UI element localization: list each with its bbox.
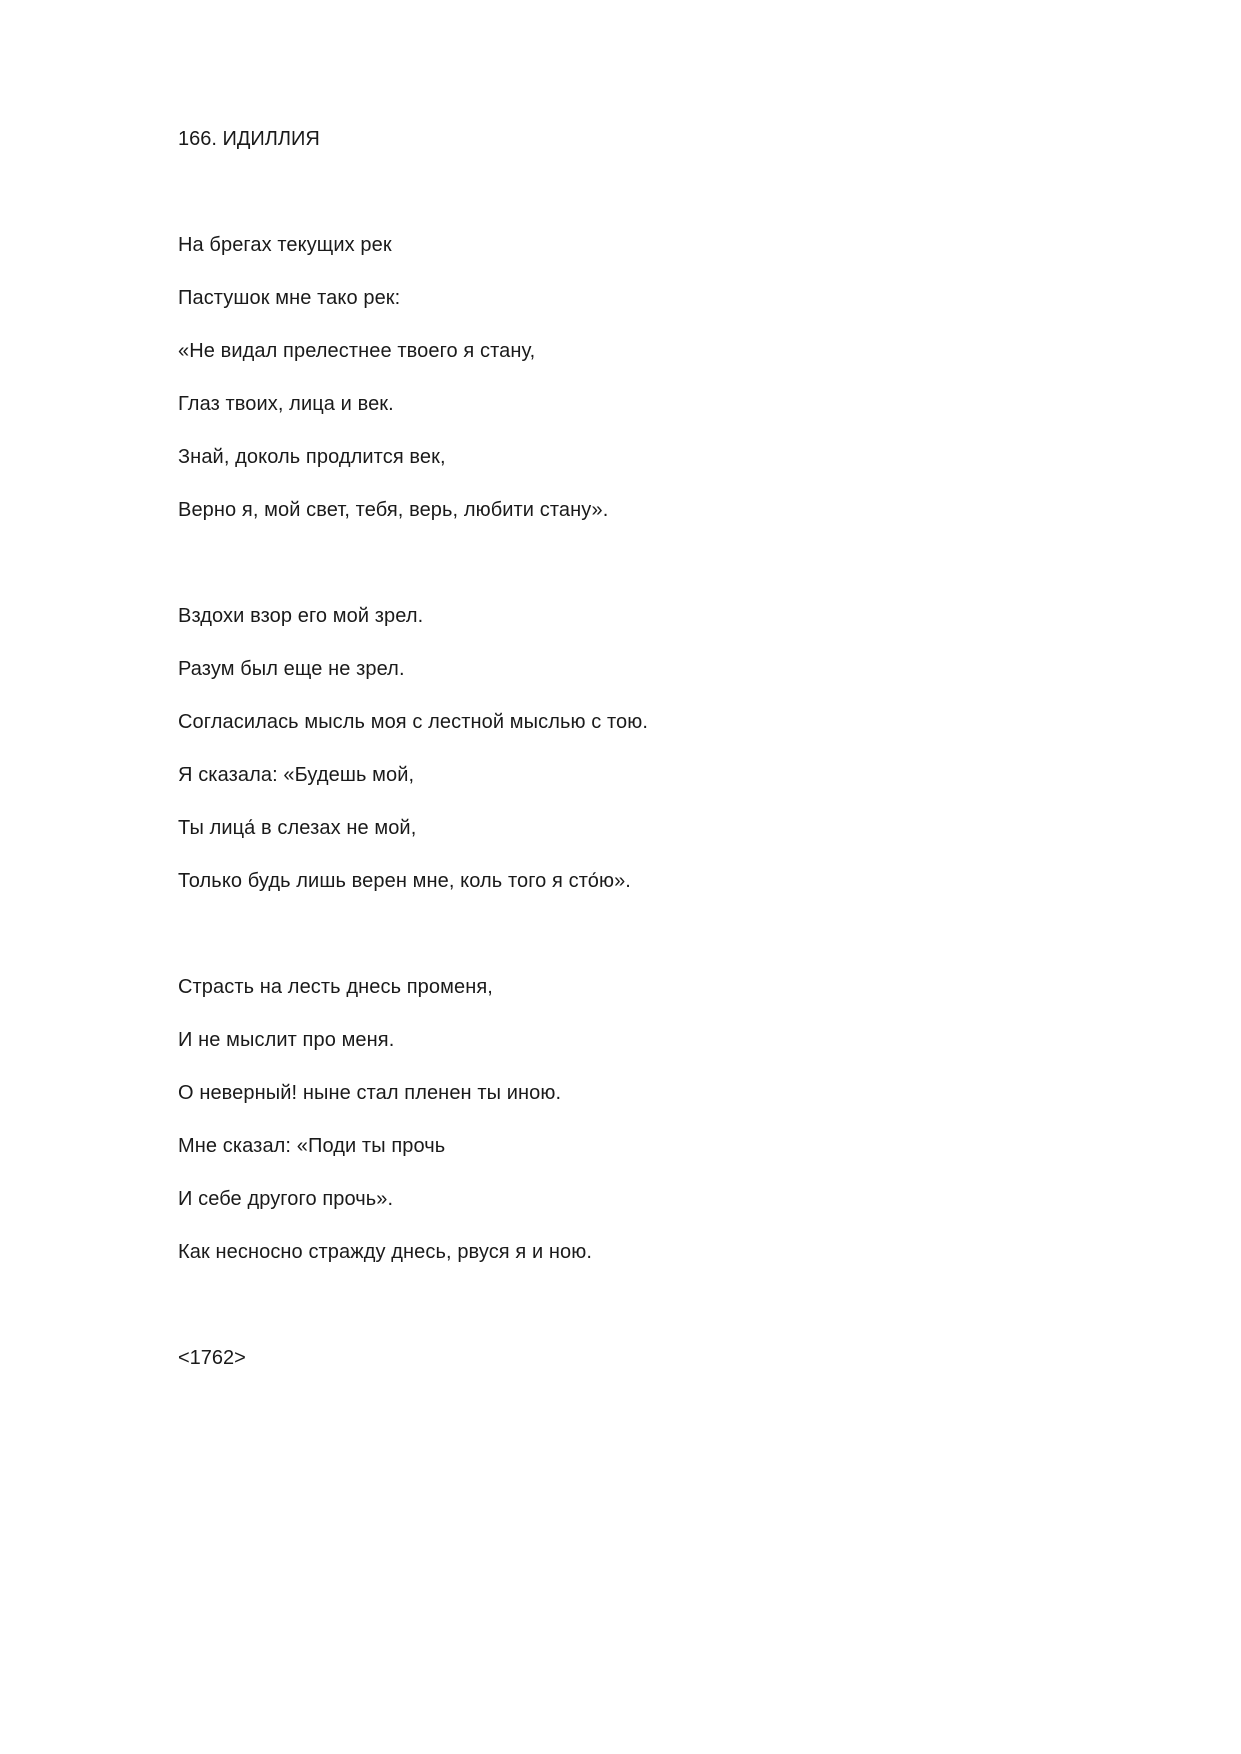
stanza-3 [178,961,1078,1279]
poem-line: «Не видал прелестнее твоего я стану, [178,340,536,362]
poem-line: О неверный! ныне стал пленен ты иною. [178,1082,562,1104]
poem-line: Как несносно стражду днесь, рвуся я и ною. [178,1241,593,1263]
poem-line: На брегах текущих рек [178,234,392,256]
poem-line: Согласилась мысль моя с лестной мыслью с тою. [178,711,649,733]
poem-line: Глаз твоих, лица и век. [178,393,394,415]
spacer [178,537,1078,590]
spacer [178,1279,1078,1332]
poem-line: Разум был еще не зрел. [178,658,405,680]
stanza-1 [178,219,1078,537]
poem-line: Знай, доколь продлится век, [178,446,446,468]
poem-date: <1762> [178,1347,246,1369]
poem-line: Верно я, мой свет, тебя, верь, любити стану». [178,499,609,521]
stanza-2 [178,590,1078,908]
poem-line: И не мыслит про меня. [178,1029,395,1051]
poem-line: Я сказала: «Будешь мой, [178,764,415,786]
poem-line: Пастушок мне тако рек: [178,287,401,309]
poem-line: Страсть на лесть днесь променя, [178,976,493,998]
spacer [178,166,1078,219]
poem-line: Мне сказал: «Поди ты прочь [178,1135,446,1157]
poem-line: Только будь лишь верен мне, коль того я сто́ю». [178,870,631,892]
poem-line: Вздохи взор его мой зрел. [178,605,424,627]
poem-line: И себе другого прочь». [178,1188,394,1210]
poem-title: 166. ИДИЛЛИЯ [178,128,320,150]
poem-line: Ты лица́ в слезах не мой, [178,817,417,839]
poem-text [178,113,1078,1385]
spacer [178,908,1078,961]
